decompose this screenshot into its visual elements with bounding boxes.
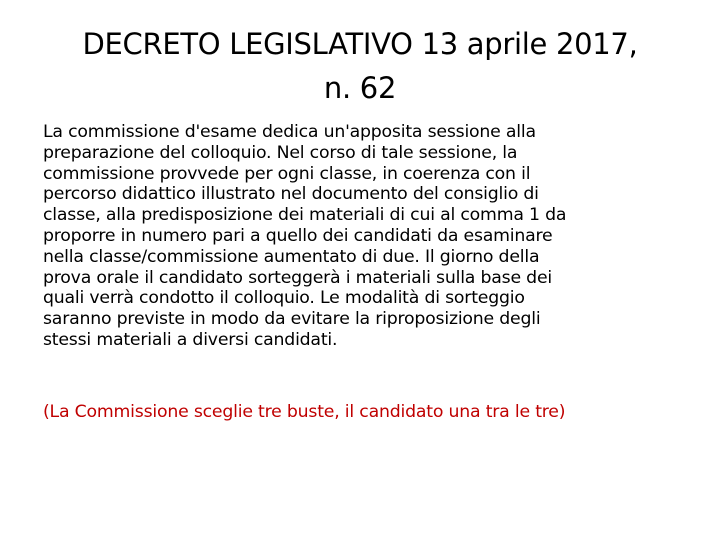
body-line: stessi materiali a diversi candidati.: [43, 329, 338, 350]
body-line: proporre in numero pari a quello dei candidati da esaminare: [43, 225, 553, 246]
title-line-1: DECRETO LEGISLATIVO 13 aprile 2017,: [82, 27, 638, 61]
commission-note: (La Commissione sceglie tre buste, il candidato una tra le tre): [43, 402, 566, 422]
body-line: saranno previste in modo da evitare la riproposizione degli: [43, 309, 541, 330]
body-line: quali verrà condotto il colloquio. Le modalità di sorteggio: [43, 288, 525, 309]
body-line: classe, alla predisposizione dei materiali di cui al comma 1 da: [43, 205, 567, 226]
body-line: La commissione d'esame dedica un'apposita sessione alla: [43, 122, 536, 142]
body-line: nella classe/commissione aumentato di due. Il giorno della: [43, 246, 540, 267]
slide-title: [30, 22, 690, 110]
body-line: preparazione del colloquio. Nel corso di tale sessione, la: [43, 142, 518, 163]
body-line: percorso didattico illustrato nel documento del consiglio di: [43, 184, 539, 205]
body-paragraph: [43, 122, 683, 351]
body-line: commissione provvede per ogni classe, in coerenza con il: [43, 163, 531, 184]
body-line: prova orale il candidato sorteggerà i materiali sulla base dei: [43, 267, 552, 288]
title-line-2: n. 62: [323, 71, 397, 105]
